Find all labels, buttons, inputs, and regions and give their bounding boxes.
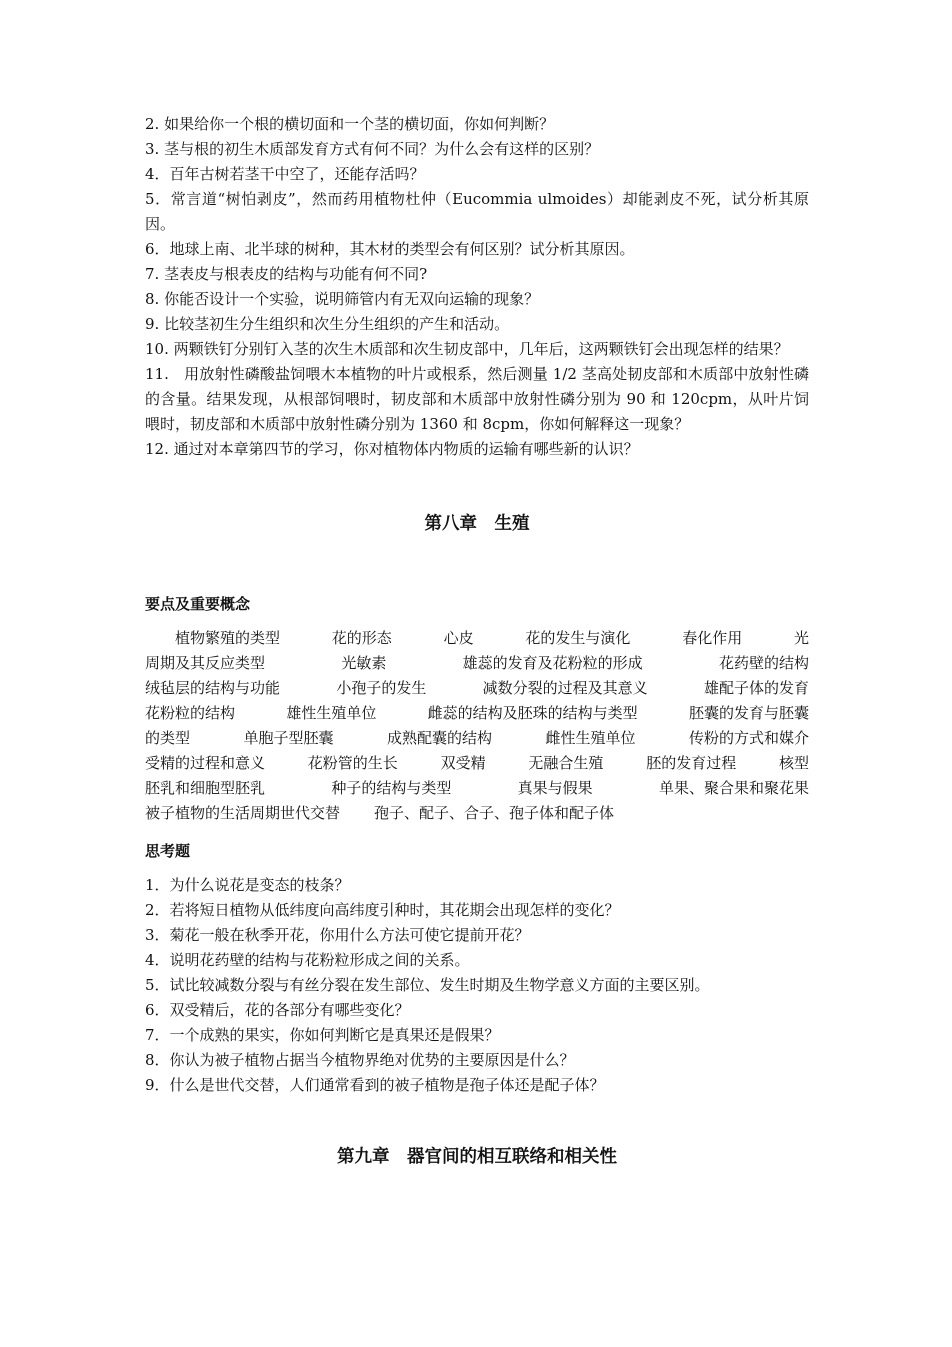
concept-term: 雄配子体的发育 [703, 679, 809, 697]
question-item: 2. 如果给你一个根的横切面和一个茎的横切面，你如何判断？ [145, 115, 555, 133]
concept-term: 雌性生殖单位 [545, 729, 636, 747]
concept-row [145, 776, 809, 801]
concept-row [145, 801, 809, 826]
chapter9-title: 第九章 器官间的相互联络和相关性 [337, 1147, 617, 1167]
concept-term: 小孢子的发生 [336, 679, 427, 697]
question-item: 2．若将短日植物从低纬度向高纬度引种时，其花期会出现怎样的变化？ [145, 901, 620, 919]
concept-row [145, 651, 809, 676]
concept-term: 胚的发育过程 [646, 754, 737, 772]
concept-term: 光 [793, 629, 809, 647]
concept-term: 单果、聚合果和聚花果 [658, 779, 809, 797]
concept-term: 植物繁殖的类型 [145, 629, 281, 647]
questions-heading: 思考题 [145, 842, 191, 860]
chapter7-question-list [145, 112, 809, 462]
concept-term: 花药壁的结构 [718, 654, 809, 672]
question-item: 10. 两颗铁钉分别钉入茎的次生木质部和次生韧皮部中，几年后，这两颗铁钉会出现怎样的结果？ [145, 340, 789, 358]
question-item: 7. 茎表皮与根表皮的结构与功能有何不同? [145, 265, 428, 283]
question-item: 6．双受精后，花的各部分有哪些变化？ [145, 1001, 410, 1019]
concept-term: 花的发生与演化 [525, 629, 631, 647]
concept-term: 传粉的方式和媒介 [688, 729, 809, 747]
question-item: 3．菊花一般在秋季开花，你用什么方法可使它提前开花？ [145, 926, 530, 944]
concept-term: 雄蕊的发育及花粉粒的形成 [462, 654, 643, 672]
concept-term: 双受精 [440, 754, 486, 772]
concept-term: 受精的过程和意义 [145, 754, 266, 772]
chapter8-question-list [145, 873, 809, 1098]
concept-term: 核型 [778, 754, 809, 772]
concept-term: 绒毡层的结构与功能 [145, 679, 281, 697]
concept-term: 花粉管的生长 [307, 754, 398, 772]
question-item: 1．为什么说花是变态的枝条？ [145, 876, 350, 894]
concepts-heading: 要点及重要概念 [145, 595, 251, 613]
concept-term: 真果与假果 [517, 779, 593, 797]
question-item: 5．试比较减数分裂与有丝分裂在发生部位、发生时期及生物学意义方面的主要区别。 [145, 976, 710, 994]
question-item: 9. 比较茎初生分生组织和次生分生组织的产生和活动。 [145, 315, 510, 333]
concept-row [145, 751, 809, 776]
question-item: 8．你认为被子植物占据当今植物界绝对优势的主要原因是什么？ [145, 1051, 575, 1069]
concept-term: 胚乳和细胞型胚乳 [145, 779, 266, 797]
question-item: 12. 通过对本章第四节的学习，你对植物体内物质的运输有哪些新的认识？ [145, 440, 639, 458]
concept-term: 春化作用 [682, 629, 743, 647]
concept-term: 的类型 [145, 729, 191, 747]
concept-term: 雄性生殖单位 [286, 704, 377, 722]
concept-term: 成熟配囊的结构 [386, 729, 492, 747]
concept-term: 雌蕊的结构及胚珠的结构与类型 [427, 704, 638, 722]
concept-term: 花的形态 [331, 629, 392, 647]
question-item: 8. 你能否设计一个实验，说明筛管内有无双向运输的现象？ [145, 290, 540, 308]
concept-term: 周期及其反应类型 [145, 654, 266, 672]
concept-row [145, 676, 809, 701]
question-item: 4．说明花药壁的结构与花粉粒形成之间的关系。 [145, 951, 470, 969]
concept-row [145, 701, 809, 726]
concept-term: 花粉粒的结构 [145, 704, 236, 722]
question-item: 6．地球上南、北半球的树种，其木材的类型会有何区别？试分析其原因。 [145, 240, 635, 258]
concept-term: 被子植物的生活周期世代交替 [145, 804, 341, 822]
concept-term: 无融合生殖 [528, 754, 604, 772]
concepts-paragraph [145, 626, 809, 826]
concept-row [145, 726, 809, 751]
question-item: 9．什么是世代交替，人们通常看到的被子植物是孢子体还是配子体？ [145, 1076, 605, 1094]
concept-term: 减数分裂的过程及其意义 [482, 679, 648, 697]
question-item: 5．常言道“树怕剥皮”，然而药用植物杜仲（Eucommia ulmoides）却能剥皮不死，试分析其原因。 [145, 190, 809, 233]
concept-term: 胚囊的发育与胚囊 [688, 704, 809, 722]
question-item: 4．百年古树若茎干中空了，还能存活吗？ [145, 165, 425, 183]
concept-term: 单胞子型胚囊 [243, 729, 334, 747]
concept-term: 心皮 [443, 629, 474, 647]
document-page [145, 112, 809, 1168]
concept-row [145, 626, 809, 651]
question-item: 7．一个成熟的果实，你如何判断它是真果还是假果？ [145, 1026, 500, 1044]
question-item: 3. 茎与根的初生木质部发育方式有何不同？为什么会有这样的区别？ [145, 140, 600, 158]
concept-term: 孢子、配子、合子、孢子体和配子体 [374, 804, 615, 822]
concept-term: 光敏素 [341, 654, 387, 672]
chapter8-title: 第八章 生殖 [424, 514, 530, 534]
concept-term: 种子的结构与类型 [331, 779, 452, 797]
question-item: 11. 用放射性磷酸盐饲喂木本植物的叶片或根系，然后测量 1/2 茎高处韧皮部和木质部中放射性磷的含量。结果发现，从根部饲喂时，韧皮部和木质部中放射性磷分别为 90 和 120cpm，从叶片饲喂时，韧皮部和木质部中放射性磷分别为 1360 和 8cpm，你如何解释这一现象？ [145, 365, 809, 433]
